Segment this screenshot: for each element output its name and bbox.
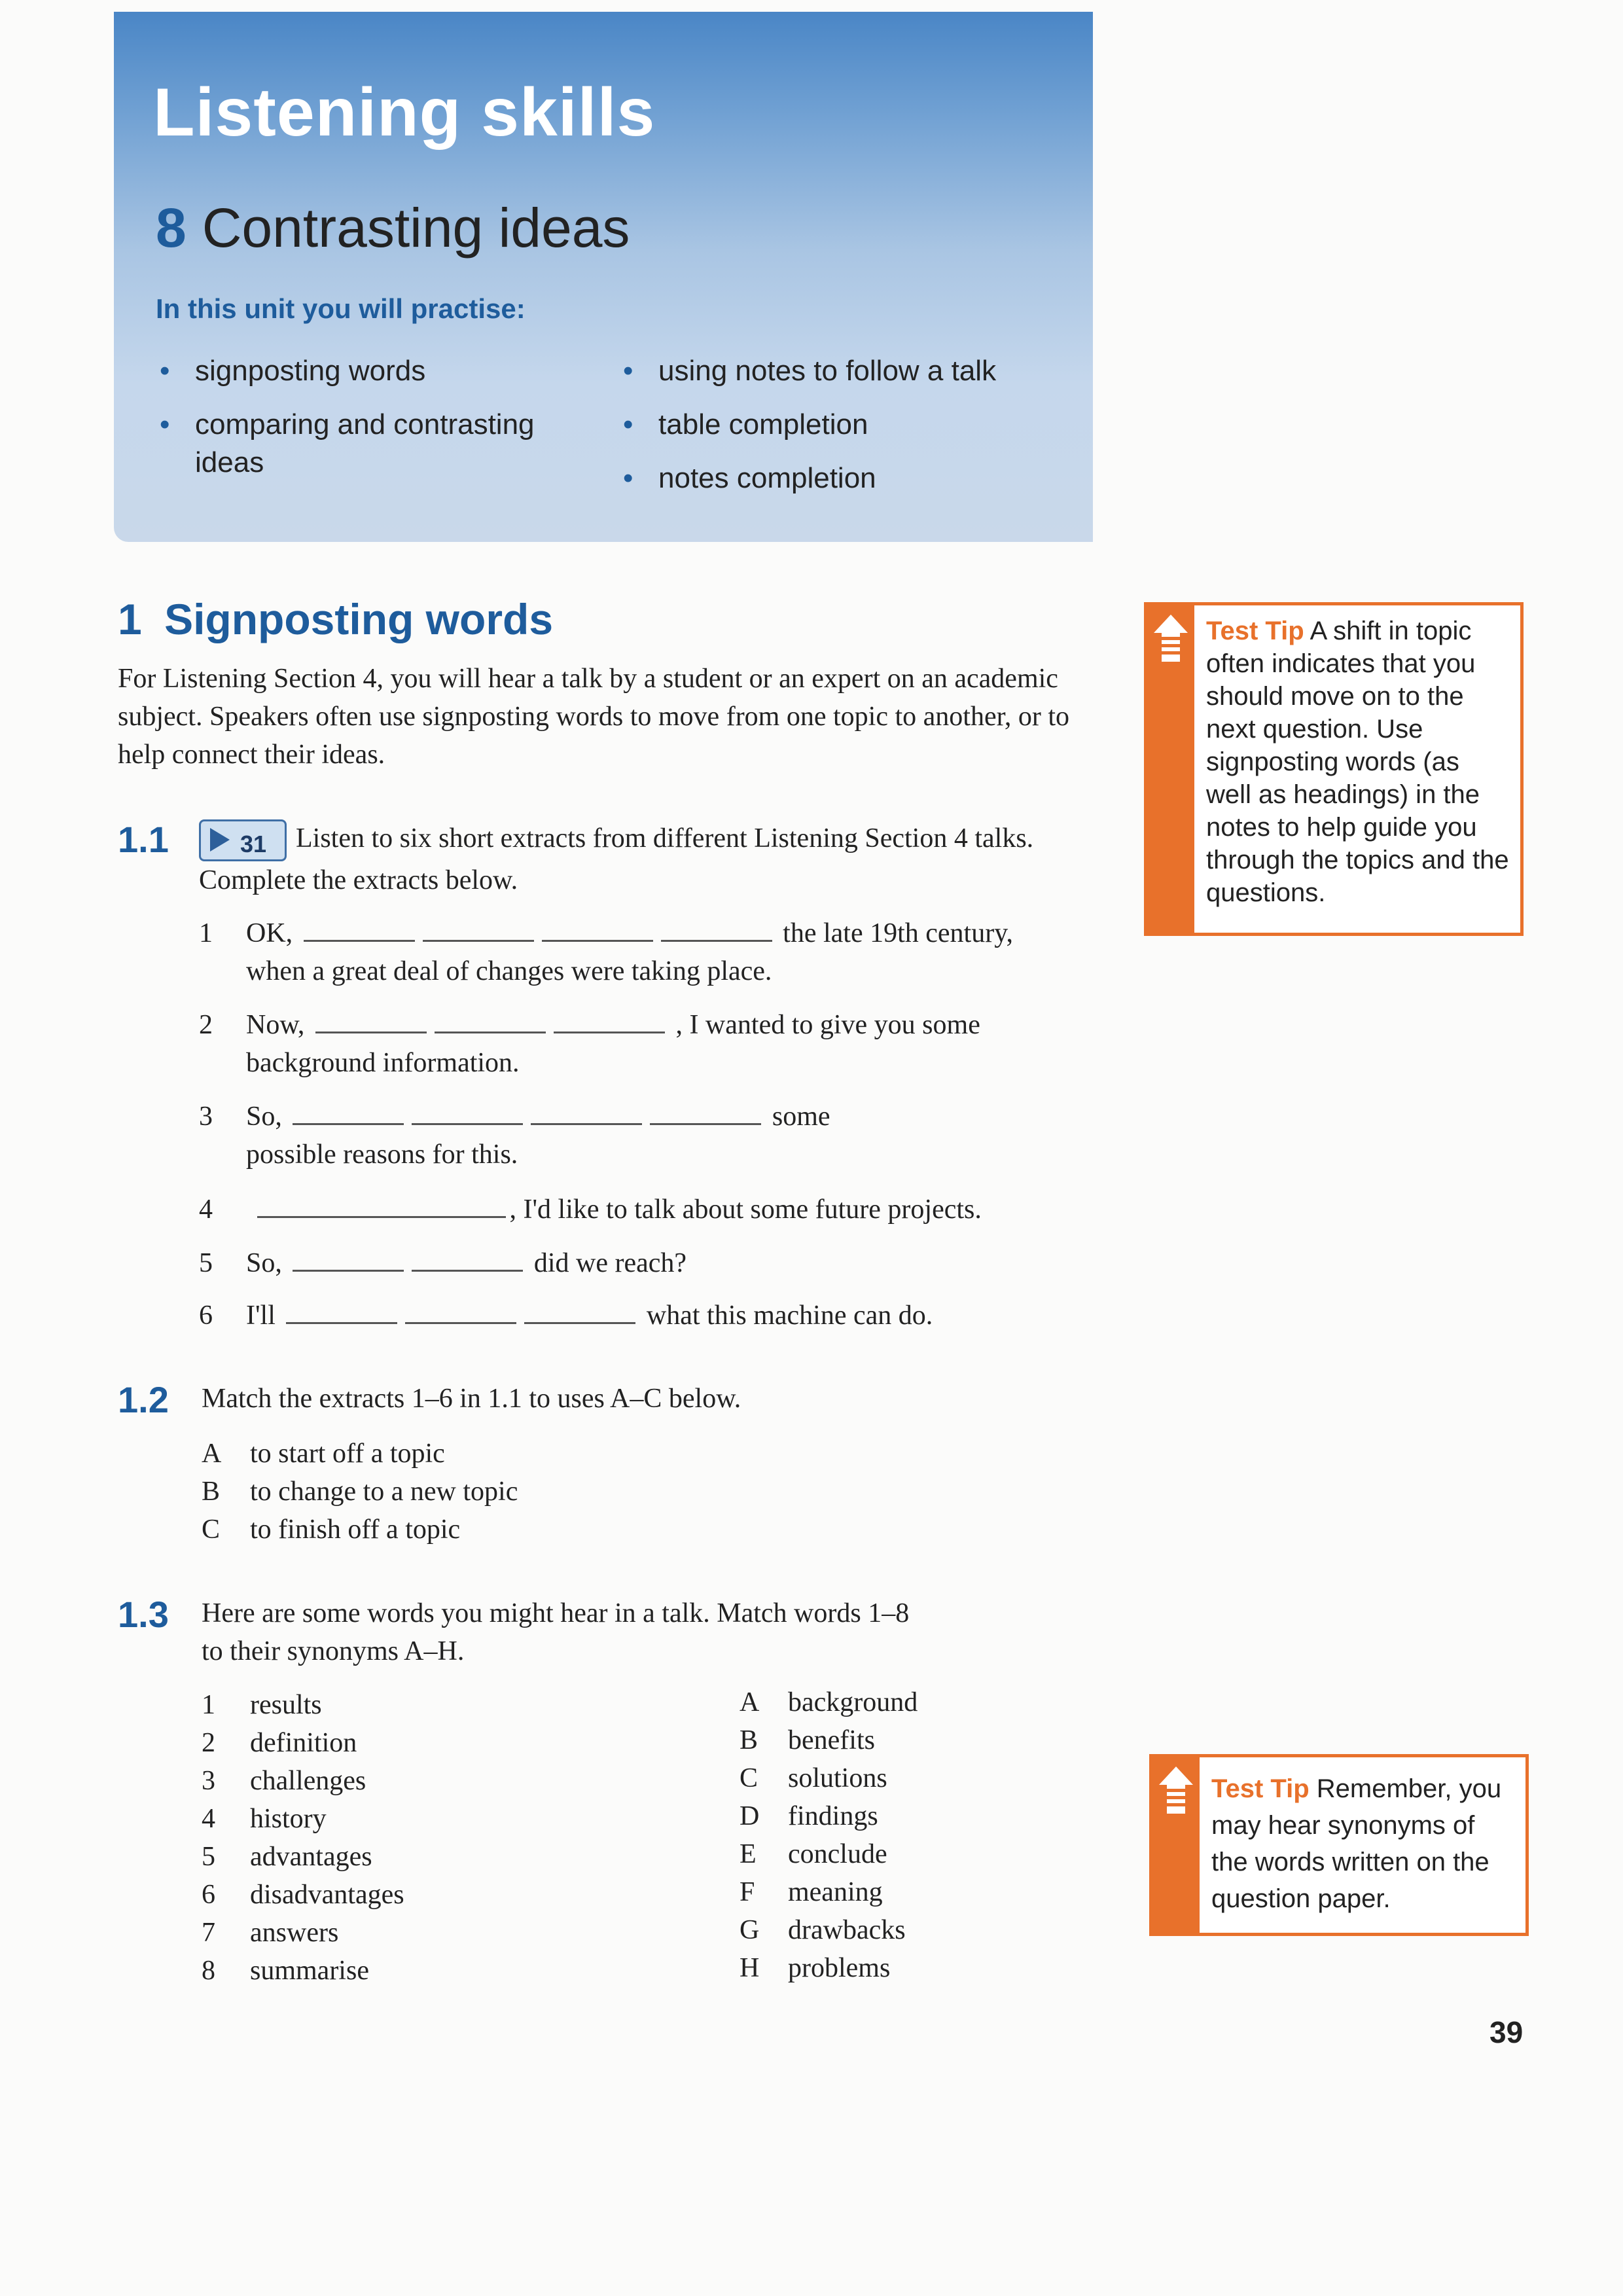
- unit-title: [156, 196, 630, 260]
- tip-text: [1211, 1770, 1516, 1917]
- extract-post: the late 19th century,: [783, 918, 1013, 948]
- list-item: 7 answers: [202, 1918, 339, 1948]
- item-number: 1: [199, 918, 213, 948]
- tip-stem: [1162, 633, 1180, 662]
- page-title: Listening skills: [153, 75, 656, 151]
- extract-pre: Now,: [246, 1010, 305, 1040]
- answer-blank[interactable]: [531, 1097, 642, 1125]
- list-item: 6 disadvantages: [202, 1880, 404, 1910]
- list-item: B benefits: [740, 1725, 875, 1755]
- item-number: 5: [199, 1248, 213, 1278]
- extract-post: did we reach?: [533, 1248, 687, 1278]
- list-item: [202, 1435, 791, 1473]
- list-item: G drawbacks: [740, 1915, 906, 1945]
- list-item: [202, 1473, 791, 1511]
- answer-blank[interactable]: [293, 1097, 404, 1125]
- list-item: • table completion: [619, 406, 1064, 444]
- instruction-line: to their synonyms A–H.: [202, 1636, 465, 1666]
- option-text: to finish off a topic: [250, 1515, 461, 1545]
- answer-blank[interactable]: [304, 914, 415, 942]
- extract-item: [199, 1097, 1115, 1174]
- extract-post: , I'd like to talk about some future projects.: [509, 1194, 982, 1225]
- answer-blank[interactable]: [661, 914, 772, 942]
- item-number: 2: [199, 1010, 213, 1040]
- option-text: to start off a topic: [250, 1439, 445, 1469]
- exercise-number: 1.1: [118, 819, 169, 860]
- answer-blank[interactable]: [286, 1296, 397, 1324]
- item-number: 3: [199, 1102, 213, 1132]
- option-key: B: [202, 1477, 221, 1507]
- uses-list: [202, 1435, 791, 1549]
- list-item: • notes completion: [619, 459, 1064, 497]
- option-text: to change to a new topic: [250, 1477, 518, 1507]
- option-key: C: [202, 1515, 221, 1545]
- extract-item: [199, 1190, 1115, 1229]
- list-item: • using notes to follow a talk: [619, 352, 1064, 390]
- extract-pre: So,: [246, 1248, 282, 1278]
- answer-blank[interactable]: [650, 1097, 761, 1125]
- extract-cont: when a great deal of changes were taking place.: [246, 956, 772, 986]
- extract-item: [199, 1005, 1115, 1082]
- section-title: Signposting words: [164, 595, 554, 643]
- extract-pre: OK,: [246, 918, 293, 948]
- answer-blank[interactable]: [423, 914, 534, 942]
- answer-blank[interactable]: [435, 1005, 546, 1033]
- option-key: A: [202, 1439, 222, 1469]
- list-item: [202, 1511, 791, 1549]
- exercise-number: 1.2: [118, 1379, 169, 1420]
- extract-post: some: [772, 1102, 830, 1132]
- list-item: 8 summarise: [202, 1956, 369, 1986]
- list-item: • comparing and contrasting ideas: [156, 406, 562, 482]
- extract-item: [199, 1244, 1115, 1282]
- extract-pre: So,: [246, 1102, 282, 1132]
- exercise-instruction: Match the extracts 1–6 in 1.1 to uses A–C below.: [202, 1384, 741, 1414]
- practise-label: In this unit you will practise:: [156, 293, 526, 324]
- synonyms-list: [740, 1683, 1132, 1987]
- list-item: 3 challenges: [202, 1766, 366, 1796]
- extract-post: what this machine can do.: [646, 1300, 933, 1331]
- play-icon: [210, 828, 230, 852]
- list-item: 4 history: [202, 1804, 327, 1834]
- up-arrow-icon: [1154, 615, 1188, 633]
- answer-blank[interactable]: [257, 1190, 506, 1218]
- section-heading: [118, 594, 553, 644]
- extract-item: [199, 1296, 1115, 1335]
- instruction-line: Here are some words you might hear in a talk. Match words 1–8: [202, 1598, 910, 1628]
- practise-list-right: [619, 352, 1064, 513]
- answer-blank[interactable]: [524, 1296, 635, 1324]
- exercise-number: 1.3: [118, 1594, 169, 1635]
- words-list: [202, 1686, 660, 1990]
- answer-blank[interactable]: [412, 1244, 523, 1272]
- tip-text: [1206, 615, 1511, 909]
- answer-blank[interactable]: [293, 1244, 404, 1272]
- tip-body: A shift in topic often indicates that you should move on to the next question. Use signposting words (as well as headings) in the notes to help guide you through the topics and the questions.: [1206, 617, 1509, 907]
- list-item: 1 results: [202, 1690, 322, 1720]
- item-number: 4: [199, 1194, 213, 1225]
- list-item: • signposting words: [156, 352, 562, 390]
- section-intro: For Listening Section 4, you will hear a talk by a student or an expert on an academic subject. Speakers often use signposting words to move from one topic to another, or to help connect their ideas.: [118, 664, 1070, 770]
- section-number: 1: [118, 595, 142, 643]
- item-number: 6: [199, 1300, 213, 1331]
- extract-pre: I'll: [246, 1300, 276, 1331]
- page-number: 39: [1489, 2015, 1524, 2049]
- exercise-instruction: [199, 819, 1102, 899]
- list-item: C solutions: [740, 1763, 887, 1793]
- test-tip-box: [1144, 602, 1524, 936]
- up-arrow-icon: [1159, 1767, 1193, 1785]
- tip-heading: Test Tip: [1206, 617, 1304, 645]
- audio-track-button[interactable]: [199, 819, 287, 861]
- instruction-text: Listen to six short extracts from different Listening Section 4 talks. Complete the extracts below.: [199, 823, 1034, 896]
- list-item: D findings: [740, 1801, 878, 1831]
- unit-number: 8: [156, 197, 187, 259]
- track-number: 31: [240, 831, 267, 858]
- list-item: A background: [740, 1687, 918, 1717]
- answer-blank[interactable]: [315, 1005, 427, 1033]
- answer-blank[interactable]: [554, 1005, 665, 1033]
- list-item: F meaning: [740, 1877, 883, 1907]
- list-item: 2 definition: [202, 1728, 357, 1758]
- exercise-instruction: [202, 1594, 1118, 1670]
- list-item: H problems: [740, 1953, 891, 1983]
- answer-blank[interactable]: [405, 1296, 516, 1324]
- tip-heading: Test Tip: [1211, 1774, 1310, 1803]
- extract-post: , I wanted to give you some: [675, 1010, 980, 1040]
- practise-list-left: [156, 352, 562, 497]
- extract-cont: background information.: [246, 1048, 520, 1078]
- unit-title-text: Contrasting ideas: [202, 197, 630, 259]
- extract-item: [199, 914, 1115, 990]
- answer-blank[interactable]: [412, 1097, 523, 1125]
- test-tip-box: [1149, 1754, 1529, 1936]
- tip-body: Remember, you may hear synonyms of the words written on the question paper.: [1211, 1774, 1502, 1913]
- list-item: E conclude: [740, 1839, 887, 1869]
- answer-blank[interactable]: [542, 914, 653, 942]
- extract-cont: possible reasons for this.: [246, 1139, 518, 1170]
- list-item: 5 advantages: [202, 1842, 372, 1872]
- tip-stem: [1167, 1785, 1185, 1814]
- unit-header: [114, 12, 1093, 542]
